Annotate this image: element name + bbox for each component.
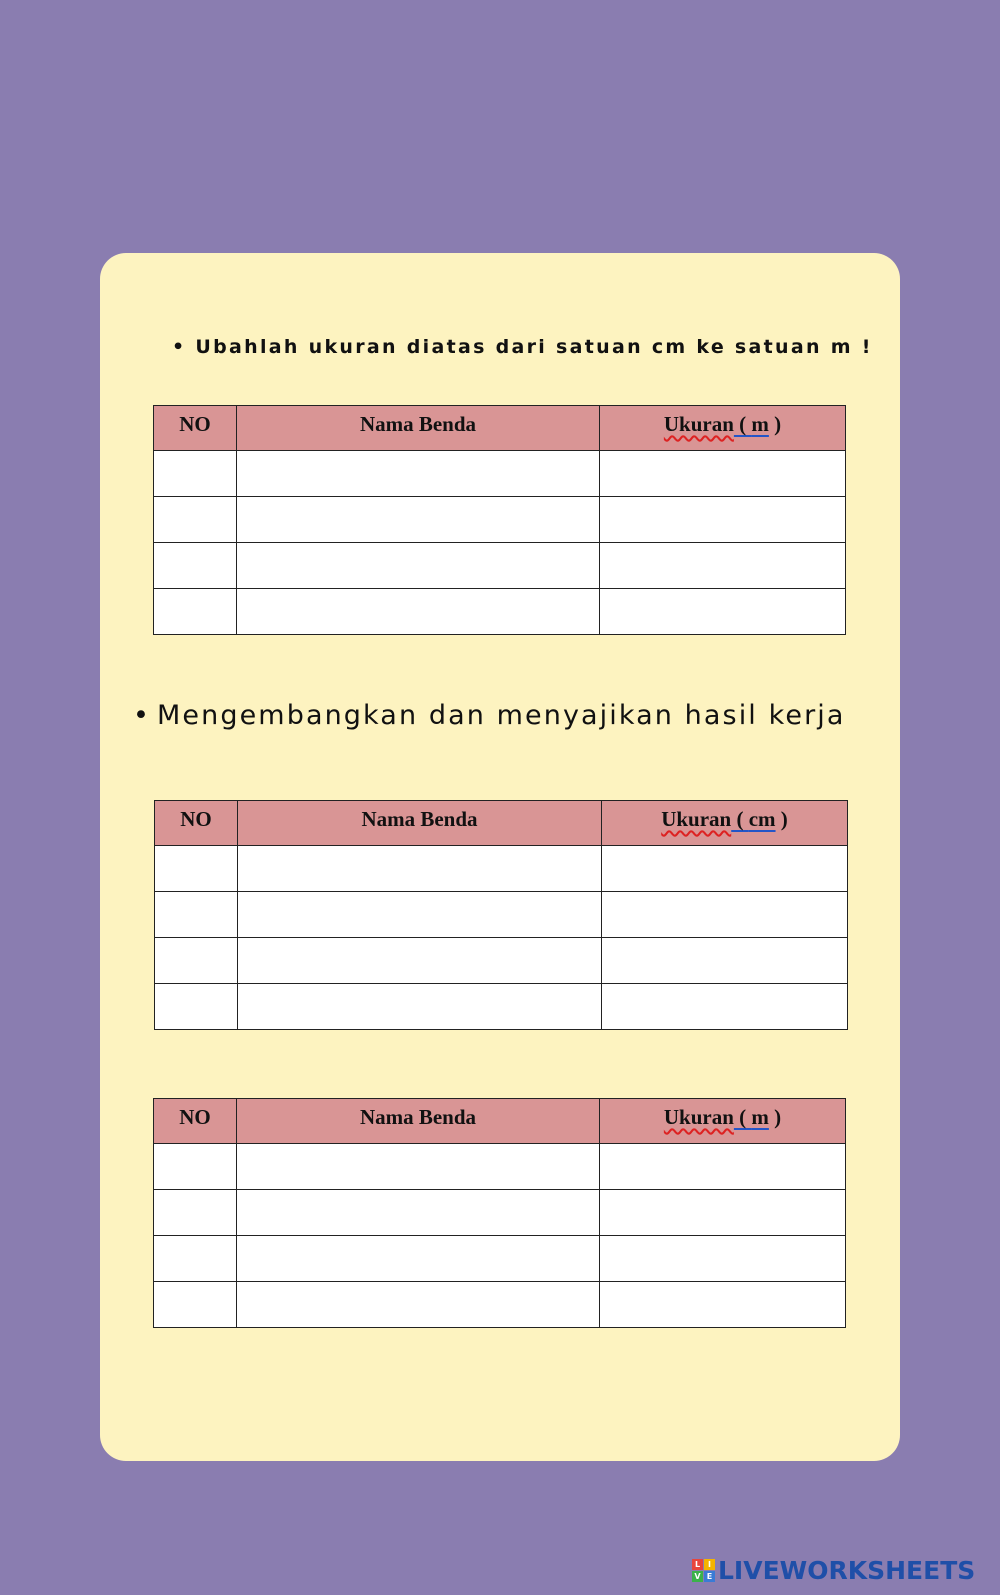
header-ukuran-open: (	[733, 1105, 752, 1129]
cell-nama-benda[interactable]	[237, 1282, 600, 1328]
cell-ukuran[interactable]	[600, 1236, 846, 1282]
cell-ukuran[interactable]	[602, 984, 848, 1030]
cell-ukuran[interactable]	[600, 543, 846, 589]
cell-ukuran[interactable]	[600, 1190, 846, 1236]
table-row	[154, 1282, 846, 1328]
table-row	[155, 846, 848, 892]
header-ukuran-open: (	[733, 412, 752, 436]
cell-ukuran[interactable]	[600, 589, 846, 635]
instruction-text	[172, 336, 873, 358]
cell-no[interactable]	[155, 892, 238, 938]
table-row	[154, 451, 846, 497]
cell-ukuran[interactable]	[600, 497, 846, 543]
cell-no[interactable]	[155, 984, 238, 1030]
instruction-label: Ubahlah ukuran diatas dari satuan cm ke satuan m !	[195, 336, 873, 358]
header-ukuran-word: Ukuran	[663, 1105, 734, 1129]
section-heading	[133, 700, 846, 731]
bullet: •	[172, 336, 187, 358]
header-ukuran-word: Ukuran	[663, 412, 734, 436]
cell-nama-benda[interactable]	[238, 984, 602, 1030]
cell-no[interactable]	[154, 1236, 237, 1282]
cell-nama-benda[interactable]	[238, 938, 602, 984]
table-row	[155, 938, 848, 984]
header-ukuran	[602, 801, 848, 846]
table-row	[155, 892, 848, 938]
header-nama-benda: Nama Benda	[237, 406, 600, 451]
cell-ukuran[interactable]	[602, 892, 848, 938]
table-row	[154, 543, 846, 589]
cell-nama-benda[interactable]	[238, 892, 602, 938]
header-no: NO	[154, 406, 237, 451]
cell-ukuran[interactable]	[602, 938, 848, 984]
header-ukuran-open: (	[731, 807, 749, 831]
table-row	[154, 497, 846, 543]
section-heading-label: Mengembangkan dan menyajikan hasil kerja	[157, 700, 846, 731]
cell-no[interactable]	[154, 1190, 237, 1236]
logo-mark-letter: E	[704, 1571, 715, 1582]
cell-no[interactable]	[154, 1282, 237, 1328]
liveworksheets-logo	[692, 1556, 975, 1585]
cell-ukuran[interactable]	[602, 846, 848, 892]
cell-nama-benda[interactable]	[237, 451, 600, 497]
cell-no[interactable]	[155, 938, 238, 984]
table-header-row	[154, 1099, 846, 1144]
logo-mark-letter: V	[692, 1571, 703, 1582]
cell-nama-benda[interactable]	[237, 589, 600, 635]
cell-ukuran[interactable]	[600, 1282, 846, 1328]
header-ukuran-unit: m	[751, 412, 769, 436]
table-header-row	[155, 801, 848, 846]
cell-nama-benda[interactable]	[237, 1190, 600, 1236]
table-size-m	[153, 1098, 846, 1328]
header-ukuran-unit: cm	[748, 807, 776, 831]
logo-mark-letter: I	[704, 1559, 715, 1570]
table-header-row	[154, 406, 846, 451]
table-size-cm	[154, 800, 848, 1030]
header-ukuran-word: Ukuran	[661, 807, 732, 831]
cell-no[interactable]	[154, 497, 237, 543]
header-no: NO	[155, 801, 238, 846]
cell-nama-benda[interactable]	[237, 1144, 600, 1190]
table-convert-m	[153, 405, 846, 635]
liveworksheets-mark-icon	[692, 1559, 715, 1582]
header-ukuran	[600, 406, 846, 451]
cell-nama-benda[interactable]	[238, 846, 602, 892]
cell-no[interactable]	[155, 846, 238, 892]
bullet: •	[133, 700, 152, 731]
cell-no[interactable]	[154, 1144, 237, 1190]
table-row	[154, 1190, 846, 1236]
cell-no[interactable]	[154, 589, 237, 635]
cell-nama-benda[interactable]	[237, 497, 600, 543]
liveworksheets-wordmark: LIVEWORKSHEETS	[718, 1556, 976, 1585]
table-row	[154, 1144, 846, 1190]
cell-ukuran[interactable]	[600, 1144, 846, 1190]
header-ukuran-close: )	[768, 1105, 782, 1129]
cell-nama-benda[interactable]	[237, 1236, 600, 1282]
table-row	[155, 984, 848, 1030]
header-nama-benda: Nama Benda	[237, 1099, 600, 1144]
header-nama-benda: Nama Benda	[238, 801, 602, 846]
header-ukuran-close: )	[768, 412, 782, 436]
cell-nama-benda[interactable]	[237, 543, 600, 589]
table-row	[154, 1236, 846, 1282]
cell-ukuran[interactable]	[600, 451, 846, 497]
header-ukuran-close: )	[775, 807, 788, 831]
table-row	[154, 589, 846, 635]
header-ukuran	[600, 1099, 846, 1144]
logo-mark-letter: L	[692, 1559, 703, 1570]
cell-no[interactable]	[154, 451, 237, 497]
cell-no[interactable]	[154, 543, 237, 589]
header-no: NO	[154, 1099, 237, 1144]
header-ukuran-unit: m	[751, 1105, 769, 1129]
